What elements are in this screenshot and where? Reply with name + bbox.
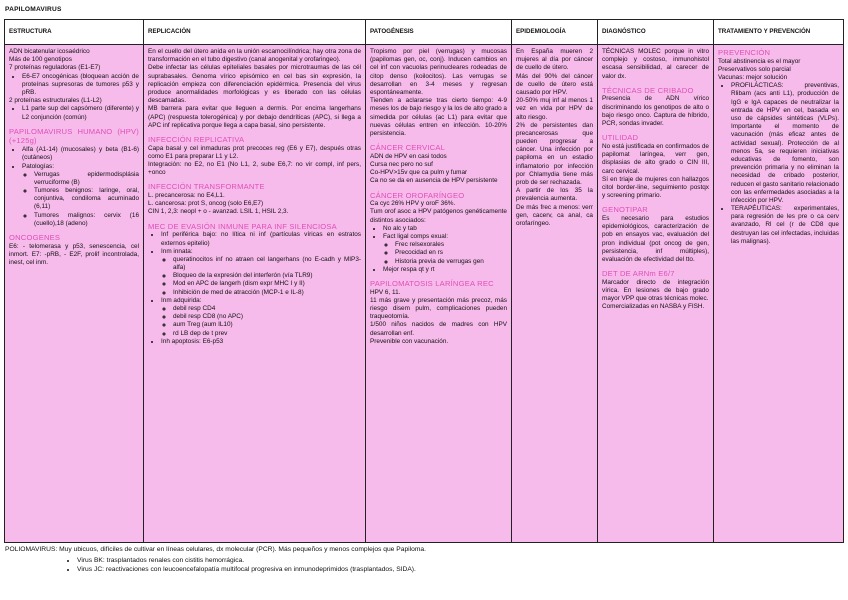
fact-item: ◦ Frec relsexorales xyxy=(395,241,507,249)
genotipar-p1: Es necesario para estudios epidemiológicos, caracterización de pob en ensayos vac, evaluación del pron individual (pot oncog de gen, persistencia, inf múltiples), evaluación de efectividad del tto. xyxy=(602,214,709,263)
prevencion-p1: Total abstinencia es el mayor xyxy=(718,57,801,65)
prevencion-heading: PREVENCIÓN xyxy=(718,48,771,57)
prevencion-p3: Vacunas: mejor solución xyxy=(718,74,788,82)
innata-label: Inm innata: xyxy=(161,247,193,255)
cancer-orofaringeo-heading: CÁNCER OROFARÍNGEO xyxy=(370,190,465,200)
patologia-item: ◦ Verrugas epidermodisplásia verruciforme (B) xyxy=(34,171,139,187)
evasion-item: • Inf periférica bajo: no lítica ni inf (partículas víricas en estratos externos epitelio) xyxy=(161,231,361,247)
orofaringeo-item xyxy=(383,233,507,266)
cell-patogenesis xyxy=(366,45,512,543)
inf-replicativa-p1: Capa basal y cel inmaduras prot precoces reg (E6 y E7), después otras como E1 para preparar L1 y L2. xyxy=(148,144,361,160)
patologia-item: ◦ Tumores malignos: cervix (16 (cuello),18 (adeno) xyxy=(34,212,139,228)
replicacion-p2: Debe infectar las células epiteliales basales por microtraumas de las cél suprabasales. Genoma vírico episómico en cel bas sin expresión, la replicación empieza con diferenciación epidérmica. Presencia del virus produce anormalidades morfológicas y es liberado con las células descamadas. xyxy=(148,64,361,105)
footer-item: • Virus BK: trasplantados renales con cistitis hemorrágica. xyxy=(77,556,843,566)
utilidad-heading: UTILIDAD xyxy=(602,133,639,143)
estructura-prot-reg: 7 proteínas reguladoras (E1-E7) xyxy=(9,64,101,72)
header-tratamiento: TRATAMIENTO Y PREVENCIÓN xyxy=(714,20,844,45)
patologia-item: ◦ Tumores benignos: laringe, oral, conjuntiva, condiloma acuminado (6,11) xyxy=(34,187,139,212)
patologias-label: Patologías: xyxy=(22,162,54,170)
epidemiologia-p5: A partir de los 35 la prevalencia aumenta. xyxy=(516,187,593,203)
innata-item: ◦ Mod en APC de langerh (dism expr MHC I y II) xyxy=(173,280,361,288)
header-diagnostico: DIAGNÓSTICO xyxy=(598,20,714,45)
summary-table xyxy=(4,19,844,543)
inf-transformante-heading: INFECCIÓN TRANSFORMANTE xyxy=(148,182,265,192)
header-patogenesis: PATOGÉNESIS xyxy=(366,20,512,45)
adquirida-item: ◦ debil resp CD4 xyxy=(173,305,361,313)
papilomatosis-p4: Prevenible con vacunación. xyxy=(370,337,449,345)
utilidad-p1: No está justificada en confirmados de papilomat laríngea, verr gen, displasias de alto grado o CIN III, carc cervical. xyxy=(602,142,709,175)
innata-item: ◦ Inhibición de med de atracción (MCP-1 e IL-8) xyxy=(173,289,361,297)
vacuna-item: • TERAPÉUTICAS: experimentales, para regresión de les pre o ca cerv avanzado, Rl cel (r de CD8 que destruyan las cel infectadas, incluidas las malignas). xyxy=(731,205,839,246)
cell-estructura xyxy=(5,45,144,543)
apoptosis-item: • Inh apoptosis: E6-p53 xyxy=(161,338,361,346)
evasion-heading: MEC DE EVASIÓN INMUNE PARA INF SILENCIOSA xyxy=(148,221,337,231)
diagnostico-p1: TÉCNICAS MOLEC porque in vitro complejo y costoso, inmunohistol escasa sensibilidad, al carecer de valor dx. xyxy=(602,48,709,80)
arnm-heading: DET DE ARNm E6/7 xyxy=(602,269,675,279)
cancer-cervical-p3: Co-HPV>15v que ca pulm y fumar xyxy=(370,169,468,177)
cancer-cervical-heading: CÁNCER CERVICAL xyxy=(370,143,446,153)
epidemiologia-p1: En España mueren 2 mujeres al día por cáncer de cuello de útero. xyxy=(516,48,593,72)
adquirida-item: ◦ debil resp CD8 (no APC) xyxy=(173,313,361,321)
patogenesis-p1: Tropismo por piel (verrugas) y mucosas (papilomas gen, oc, conj). Inducen cambios en cel inf con vacuolas perinucleares rodeadas de citop denso (koilocitos). Las verrugas se desarrollan en 3-4 meses y regresan espontáneamente. xyxy=(370,48,507,96)
estructura-e6e7: • E6-E7 oncogénicas (bloquean acción de proteínas supresoras de tumores p53 y pRB. xyxy=(22,73,139,98)
header-replicacion: REPLICACIÓN xyxy=(144,20,366,45)
estructura-genotipos: Más de 100 genotipos xyxy=(9,56,72,64)
cell-epidemiologia xyxy=(512,45,598,543)
alfa-beta-item: • Alfa (A1-14) (mucosales) y beta (B1-6) (cutáneos) xyxy=(22,146,139,162)
patogenesis-p2: Tienden a aclararse tras cierto tiempo: 4-9 meses los de bajo riesgo y la los de alto grado a simedida por células (ac L1) para evitar que nuevas células entren en infección. 10-20% persistencia. xyxy=(370,97,507,137)
epidemiologia-p6: De más frec a menos: verr gen, cacerv, ca anal, ca orofaríngeo. xyxy=(516,203,593,227)
inf-replicativa-p2: Integración: no E2, no E1 (No L1, 2, sube E6,7: no vir compl, inf pers, +onco xyxy=(148,160,361,177)
patologias-item xyxy=(22,163,139,229)
epidemiologia-p3: 20-50% muj inf al menos 1 vez en vida por HPV de alto riesgo. xyxy=(516,97,593,121)
page-title: PAPILOMAVIRUS xyxy=(5,6,62,13)
inf-replicativa-heading: INFECCIÓN REPLICATIVA xyxy=(148,134,245,144)
papilomatosis-p3: 1/500 niños nacidos de madres con HPV desarrollan enf. xyxy=(370,321,507,337)
poliomavirus-text: POLIOMAVIRUS: Muy ubicuos, difíciles de cultivar en líneas celulares, dx molecular (PCR). Más pequeños y menos complejos que Papiloma. xyxy=(5,546,426,553)
prevencion-p2: Preservativos solo parcial xyxy=(718,65,791,73)
replicacion-p1: En el cuello del útero anida en la unión escamocilíndrica; hay otra zona de transformación en el tubo digestivo (canal anogenital y orofaringeo). xyxy=(148,48,361,64)
estructura-intro: ADN bicatenular icosaédrico xyxy=(9,48,90,55)
header-estructura: ESTRUCTURA xyxy=(5,20,144,45)
cribado-heading: TÉCNICAS DE CRIBADO xyxy=(602,85,694,95)
utilidad-p2: Sí en triaje de mujeres con hallazgos citol border-line, seguimiento postqx y screening primario. xyxy=(602,175,709,200)
inf-transformante-p3: CIN 1, 2,3: neopl + o - avanzad. LSIL 1, HSIL 2,3. xyxy=(148,208,289,216)
orofaringeo-p1: Ca cyc 26% HPV y oroF 36%. xyxy=(370,200,456,208)
papilomatosis-heading: PAPILOMATOSIS LARÍNGEA REC xyxy=(370,278,494,288)
footer-item: • Virus JC: reactivaciones con leucoencefalopatía multifocal progresiva en inmunodeprimidos (trasplantados, SIDA). xyxy=(77,565,843,575)
fact-item: ◦ Precocidad en rs xyxy=(395,249,507,257)
inf-transformante-p1: L. precancerosa: no E4,L1. xyxy=(148,192,225,200)
vacuna-item: • PROFILÁCTICAS: preventivas, Rlibam (acs anti L1), producción de IgG e IgA capaces de neutralizar la entrada de HPV en cel, basada en uso de cápsides sintéticas (VLPs). Importante el momento de vacunación (más eficaz antes de actividad sexual). Protección de al menos 5a, se requieren iniciativas educativas de fomento, son prevención primaria y no eliminan la necesidad de cribado posterior, reducen el gasto sanitario relacionado con las enfermedades asociadas a la infección por HPV. xyxy=(731,82,839,205)
humano-heading: PAPILOMAVIRUS HUMANO (HPV) (+125g) xyxy=(9,126,139,146)
evasion-item xyxy=(161,297,361,338)
innata-item: ◦ Bloqueo de la expresión del interferón (vía TLR9) xyxy=(173,272,361,280)
oncogenes-text: E6: - telomerasa y p53, senescencia, cel inmort. E7: -pRB, - E2F, prolif incontrolada, inest, cel inm. xyxy=(9,242,139,267)
orofaringeo-item: • Mejor respa qt y rt xyxy=(383,266,507,274)
estructura-l1l2: • L1 parte sup del capsómero (diferente) y L2 conjunción (común) xyxy=(22,105,139,121)
cancer-cervical-p1: ADN de HPV en casi todos xyxy=(370,152,447,160)
papilomatosis-p2: 11 más grave y presentación más precoz, más riesgo disem pulm, complicaciones pueden traqueotomía. xyxy=(370,296,507,321)
orofaringeo-item: • No alc y tab xyxy=(383,225,507,233)
innata-item: ◦ queratinocitos inf no atraen cel langerhans (no E-cadh y MIP3-alfa) xyxy=(173,256,361,272)
header-epidemiologia: EPIDEMIOLOGÍA xyxy=(512,20,598,45)
inf-transformante-p2: L. cancerosa: prot S, oncog (solo E6,E7) xyxy=(148,200,264,208)
cancer-cervical-p2: Cursa nec pero no suf xyxy=(370,160,433,168)
adquirida-item: ◦ aum Treg (aum IL10) xyxy=(173,321,361,329)
cell-diagnostico xyxy=(598,45,714,543)
cribado-p1: Presencia de ADN vírico discriminando los genotipos de alto o bajo riesgo onco. Captura de híbrido, PCR, sondas invader. xyxy=(602,95,709,128)
cancer-cervical-p4: Ca no se da en ausencia de HPV persistente xyxy=(370,177,498,185)
evasion-item xyxy=(161,248,361,297)
cell-replicacion xyxy=(144,45,366,543)
cell-tratamiento xyxy=(714,45,844,543)
adquirida-label: Inm adquirida: xyxy=(161,296,202,304)
footer-note xyxy=(5,546,843,575)
epidemiologia-p2: Más del 90% del cáncer de cuello de útero está causado por HPV. xyxy=(516,72,593,96)
epidemiologia-p4: 2% de persistentes dan precancerosas que pueden progresar a cáncer. Una infección por papiloma en un estadio inflamatorio por infección por Chlamydia tiene más prob de ser rechazada. xyxy=(516,121,593,186)
adquirida-item: ◦ rd LB dep de t prev xyxy=(173,330,361,338)
orofaringeo-p2: Tum orof asoc a HPV patógenos genéticamente distintos asociados: xyxy=(370,208,507,224)
estructura-prot-est: 2 proteínas estructurales (L1-L2) xyxy=(9,97,102,105)
arnm-p1: Marcador directo de integración vírica. En lesiones de bajo grado mayor VPP que otras técnicas molec. xyxy=(602,278,709,303)
fact-label: Fact ligal comps exual: xyxy=(383,233,448,240)
oncogenes-heading: ONCOGENES xyxy=(9,233,61,242)
arnm-p2: Comercializadas en NASBA y FISH. xyxy=(602,303,705,311)
papilomatosis-p1: HPV 6, 11. xyxy=(370,288,401,296)
fact-item: ◦ Historia previa de verrugas gen xyxy=(395,258,507,266)
genotipar-heading: GENOTIPAR xyxy=(602,205,648,215)
replicacion-p3: MB barrera para evitar que lleguen a dermis. Por encima langerhans (APC) (respuesta tolerogénica) y por debajo dendríticas (APC), si llega a APC inf replicativa porque llega a capa basal, sino persistente. xyxy=(148,105,361,129)
